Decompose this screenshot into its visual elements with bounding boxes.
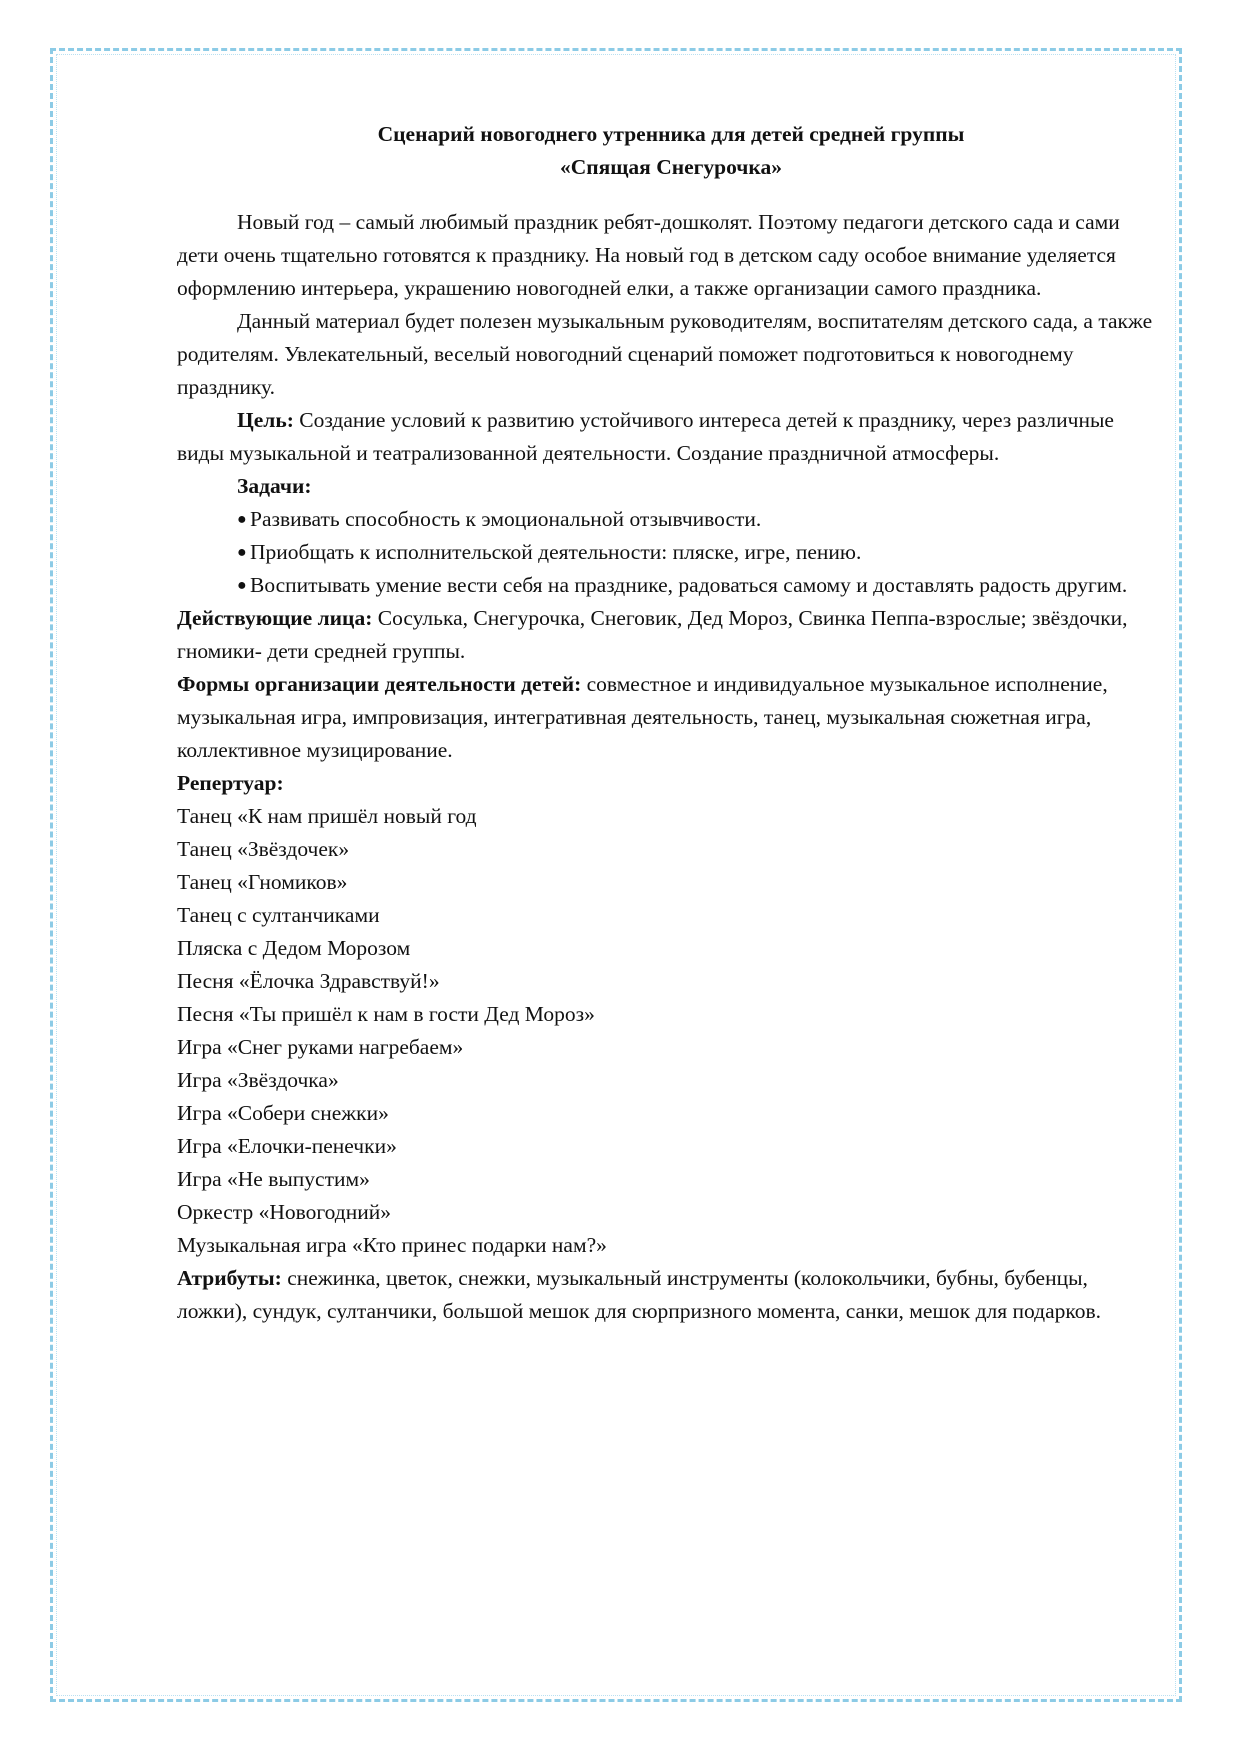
repertoire-item: Музыкальная игра «Кто принес подарки нам?» bbox=[177, 1233, 607, 1257]
task-item: ● Приобщать к исполнительской деятельности: пляске, игре, пению. bbox=[177, 536, 1155, 569]
tasks-heading: Задачи: bbox=[237, 474, 312, 498]
goal-paragraph bbox=[177, 404, 1155, 470]
repertoire-item: Игра «Елочки-пенечки» bbox=[177, 1134, 397, 1158]
goal-label: Цель: bbox=[237, 408, 294, 432]
repertoire-item: Танец с султанчиками bbox=[177, 903, 380, 927]
repertoire-item: Оркестр «Новогодний» bbox=[177, 1200, 391, 1224]
attributes-label: Атрибуты: bbox=[177, 1266, 282, 1290]
forms-text: совместное и индивидуальное музыкальное исполнение, музыкальная игра, импровизация, интегративная деятельность, танец, музыкальная сюжетная игра, коллективное музицирование. bbox=[177, 672, 1108, 762]
material-paragraph: Данный материал будет полезен музыкальным руководителям, воспитателям детского сада, а также родителям. Увлекательный, веселый новогодний сценарий поможет подготовиться к новогоднему празднику. bbox=[177, 309, 1153, 399]
repertoire-item: Игра «Звёздочка» bbox=[177, 1068, 339, 1092]
repertoire-item: Игра «Не выпустим» bbox=[177, 1167, 370, 1191]
bullet-icon: ● bbox=[237, 577, 247, 594]
repertoire-item: Игра «Собери снежки» bbox=[177, 1101, 389, 1125]
characters-paragraph bbox=[177, 602, 1155, 668]
document-subtitle: «Спящая Снегурочка» bbox=[559, 155, 782, 179]
intro-paragraph: Новый год – самый любимый праздник ребят-дошколят. Поэтому педагоги детского сада и сами дети очень тщательно готовятся к празднику. На новый год в детском саду особое внимание уделяется оформлению интерьера, украшению новогодней елки, а также организации самого праздника. bbox=[177, 210, 1120, 300]
repertoire-item: Пляска с Дедом Морозом bbox=[177, 936, 411, 960]
repertoire-item: Танец «К нам пришёл новый год bbox=[177, 804, 477, 828]
attributes-text: снежинка, цветок, снежки, музыкальный инструменты (колокольчики, бубны, бубенцы, ложки), сундук, султанчики, большой мешок для сюрпризного момента, санки, мешок для подарков. bbox=[177, 1266, 1101, 1323]
task-item: ● Развивать способность к эмоциональной отзывчивости. bbox=[177, 503, 1155, 536]
bullet-icon: ● bbox=[237, 511, 247, 528]
task-item: ● Воспитывать умение вести себя на празднике, радоваться самому и доставлять радость другим. bbox=[177, 569, 1155, 602]
document-title: Сценарий новогоднего утренника для детей средней группы bbox=[377, 122, 965, 146]
goal-text: Создание условий к развитию устойчивого интереса детей к празднику, через различные виды музыкальной и театрализованной деятельности. Создание праздничной атмосферы. bbox=[177, 408, 1114, 465]
tasks-list bbox=[177, 503, 1155, 602]
repertoire-item: Песня «Ёлочка Здравствуй!» bbox=[177, 969, 440, 993]
attributes-paragraph bbox=[177, 1262, 1155, 1328]
title-block bbox=[177, 118, 1155, 184]
forms-label: Формы организации деятельности детей: bbox=[177, 672, 582, 696]
characters-text: Сосулька, Снегурочка, Снеговик, Дед Мороз, Свинка Пеппа-взрослые; звёздочки, гномики- дети средней группы. bbox=[177, 606, 1128, 663]
repertoire-item: Песня «Ты пришёл к нам в гости Дед Мороз» bbox=[177, 1002, 595, 1026]
repertoire-heading: Репертуар: bbox=[177, 771, 284, 795]
forms-paragraph bbox=[177, 668, 1155, 767]
repertoire-item: Танец «Гномиков» bbox=[177, 870, 348, 894]
characters-label: Действующие лица: bbox=[177, 606, 373, 630]
repertoire-list bbox=[177, 800, 1155, 1262]
bullet-icon: ● bbox=[237, 544, 247, 561]
repertoire-item: Игра «Снег руками нагребаем» bbox=[177, 1035, 464, 1059]
repertoire-item: Танец «Звёздочек» bbox=[177, 837, 350, 861]
document-body bbox=[177, 118, 1155, 1328]
